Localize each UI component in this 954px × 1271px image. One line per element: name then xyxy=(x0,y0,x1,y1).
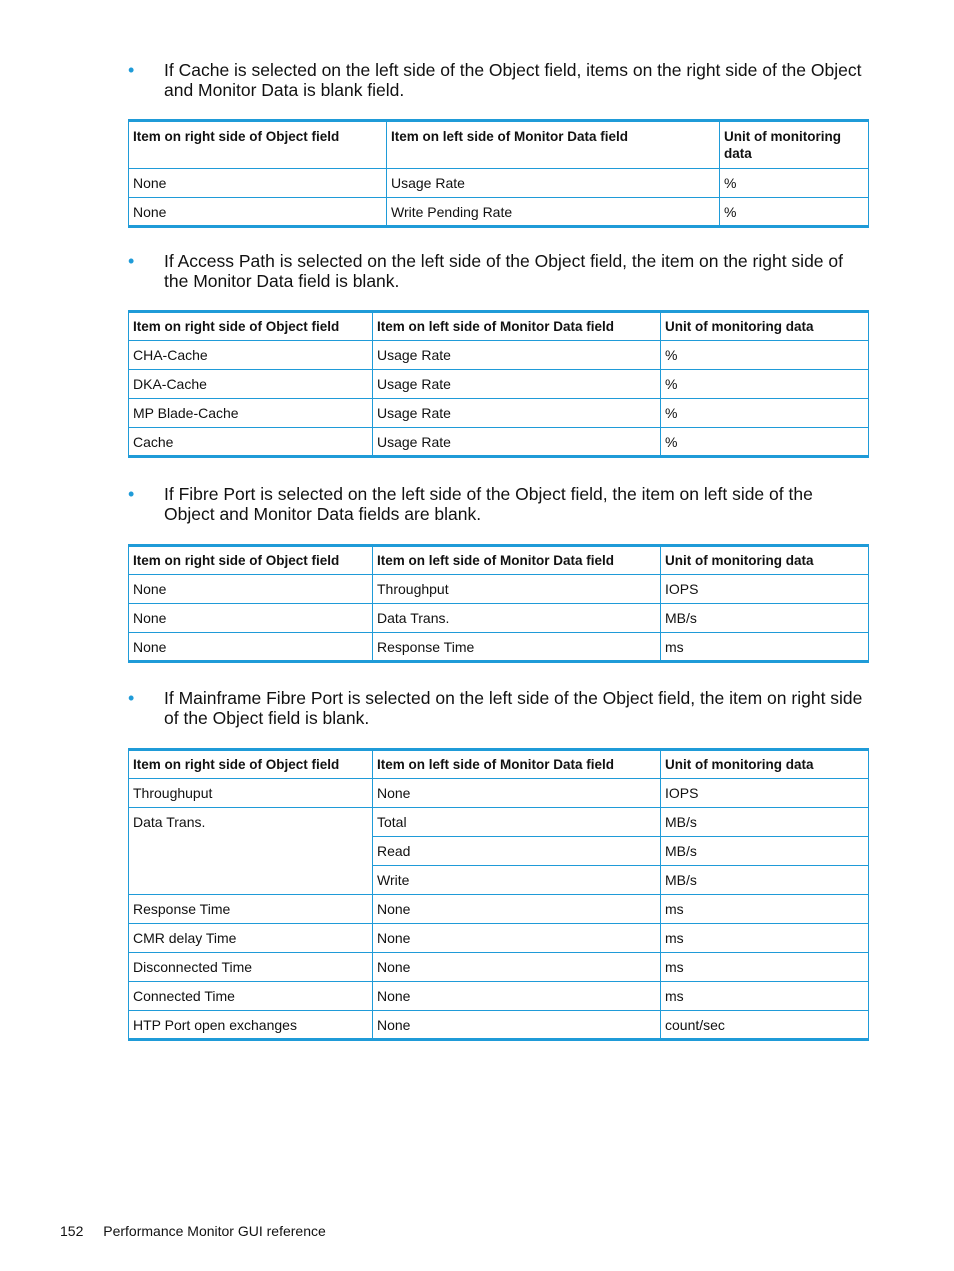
table-cell: MB/s xyxy=(661,866,869,895)
table-header-cell: Item on left side of Monitor Data field xyxy=(373,546,661,575)
bullet-icon: • xyxy=(128,688,135,708)
table-row xyxy=(129,198,869,227)
table-cell: count/sec xyxy=(661,1011,869,1040)
table-cell: None xyxy=(373,982,661,1011)
table-cell: IOPS xyxy=(661,779,869,808)
table-header-cell: Item on left side of Monitor Data field xyxy=(373,750,661,779)
table-cell: None xyxy=(373,1011,661,1040)
table-cell: Usage Rate xyxy=(373,399,661,428)
table-cell: % xyxy=(720,198,869,227)
table-cell: None xyxy=(373,895,661,924)
table-header-cell: Unit of monitoring data xyxy=(661,312,869,341)
access-path-table xyxy=(128,310,869,458)
table-header-cell: Item on right side of Object field xyxy=(129,312,373,341)
table-cell: None xyxy=(129,633,373,662)
table-cell: Total xyxy=(373,808,661,837)
table-cell: % xyxy=(720,169,869,198)
table-row xyxy=(129,169,869,198)
table-header-row xyxy=(129,121,869,169)
table-header-cell: Unit of monitoring data xyxy=(720,121,869,169)
bullet-text: If Fibre Port is selected on the left side of the Object field, the item on left side of the Object and Monitor Data fields are blank. xyxy=(164,484,813,524)
table-cell: HTP Port open exchanges xyxy=(129,1011,373,1040)
table-cell: Response Time xyxy=(129,895,373,924)
table-cell: None xyxy=(129,198,387,227)
table-cell: ms xyxy=(661,895,869,924)
table-row xyxy=(129,1011,869,1040)
table-cell: Write xyxy=(373,866,661,895)
bullet-item-mainframe-fibre-port xyxy=(128,688,868,728)
table-header-row xyxy=(129,546,869,575)
table-header-row xyxy=(129,312,869,341)
table-header-cell: Item on left side of Monitor Data field xyxy=(373,312,661,341)
table-cell: CHA-Cache xyxy=(129,341,373,370)
table-cell: % xyxy=(661,428,869,457)
table-row xyxy=(129,575,869,604)
table-cell: Connected Time xyxy=(129,982,373,1011)
table-row xyxy=(129,341,869,370)
table-row xyxy=(129,808,869,837)
table-header-cell: Unit of monitoring data xyxy=(661,750,869,779)
bullet-icon: • xyxy=(128,60,135,80)
table-row xyxy=(129,982,869,1011)
bullet-item-access-path xyxy=(128,251,868,291)
table-cell: Disconnected Time xyxy=(129,953,373,982)
table-cell: Usage Rate xyxy=(373,370,661,399)
fibre-port-table xyxy=(128,544,869,663)
table-row xyxy=(129,633,869,662)
table-cell: MB/s xyxy=(661,837,869,866)
table-cell: Write Pending Rate xyxy=(387,198,720,227)
table-cell: None xyxy=(373,953,661,982)
cache-table xyxy=(128,119,869,228)
page-footer xyxy=(60,1222,326,1240)
table-cell: MB/s xyxy=(661,604,869,633)
table-cell: Response Time xyxy=(373,633,661,662)
bullet-text: If Cache is selected on the left side of the Object field, items on the right side of the Object and Monitor Data is blank field. xyxy=(164,60,862,100)
table-row xyxy=(129,428,869,457)
mainframe-fibre-port-table xyxy=(128,748,869,1041)
table-cell: % xyxy=(661,341,869,370)
bullet-item-cache xyxy=(128,60,868,100)
table-cell: ms xyxy=(661,924,869,953)
bullet-text: If Access Path is selected on the left side of the Object field, the item on the right side of the Monitor Data field is blank. xyxy=(164,251,843,291)
table-cell: Read xyxy=(373,837,661,866)
table-cell: % xyxy=(661,370,869,399)
table-cell: Data Trans. xyxy=(129,808,373,895)
table-cell: CMR delay Time xyxy=(129,924,373,953)
table-cell: None xyxy=(129,575,373,604)
table-cell: Usage Rate xyxy=(387,169,720,198)
table-row xyxy=(129,953,869,982)
table-header-cell: Item on right side of Object field xyxy=(129,121,387,169)
table-cell: Data Trans. xyxy=(373,604,661,633)
table-row xyxy=(129,370,869,399)
table-row xyxy=(129,895,869,924)
table-cell: % xyxy=(661,399,869,428)
bullet-icon: • xyxy=(128,484,135,504)
table-cell: MB/s xyxy=(661,808,869,837)
table-cell: ms xyxy=(661,633,869,662)
footer-title: Performance Monitor GUI reference xyxy=(103,1223,326,1239)
table-cell: DKA-Cache xyxy=(129,370,373,399)
table-cell: Throughput xyxy=(373,575,661,604)
table-cell: IOPS xyxy=(661,575,869,604)
table-cell: ms xyxy=(661,953,869,982)
table-cell: MP Blade-Cache xyxy=(129,399,373,428)
bullet-text: If Mainframe Fibre Port is selected on the left side of the Object field, the item on right side of the Object field is blank. xyxy=(164,688,863,728)
table-cell: None xyxy=(129,169,387,198)
bullet-icon: • xyxy=(128,251,135,271)
bullet-item-fibre-port xyxy=(128,484,868,524)
table-header-cell: Unit of monitoring data xyxy=(661,546,869,575)
table-cell: Usage Rate xyxy=(373,428,661,457)
table-cell: None xyxy=(129,604,373,633)
table-cell: Throughuput xyxy=(129,779,373,808)
table-row xyxy=(129,604,869,633)
table-header-row xyxy=(129,750,869,779)
table-header-cell: Item on right side of Object field xyxy=(129,546,373,575)
table-header-cell: Item on left side of Monitor Data field xyxy=(387,121,720,169)
table-row xyxy=(129,924,869,953)
table-cell: ms xyxy=(661,982,869,1011)
table-cell: Usage Rate xyxy=(373,341,661,370)
table-header-cell: Item on right side of Object field xyxy=(129,750,373,779)
page-number: 152 xyxy=(60,1223,84,1239)
table-cell: None xyxy=(373,924,661,953)
table-cell: None xyxy=(373,779,661,808)
table-row xyxy=(129,399,869,428)
table-cell: Cache xyxy=(129,428,373,457)
table-row xyxy=(129,779,869,808)
